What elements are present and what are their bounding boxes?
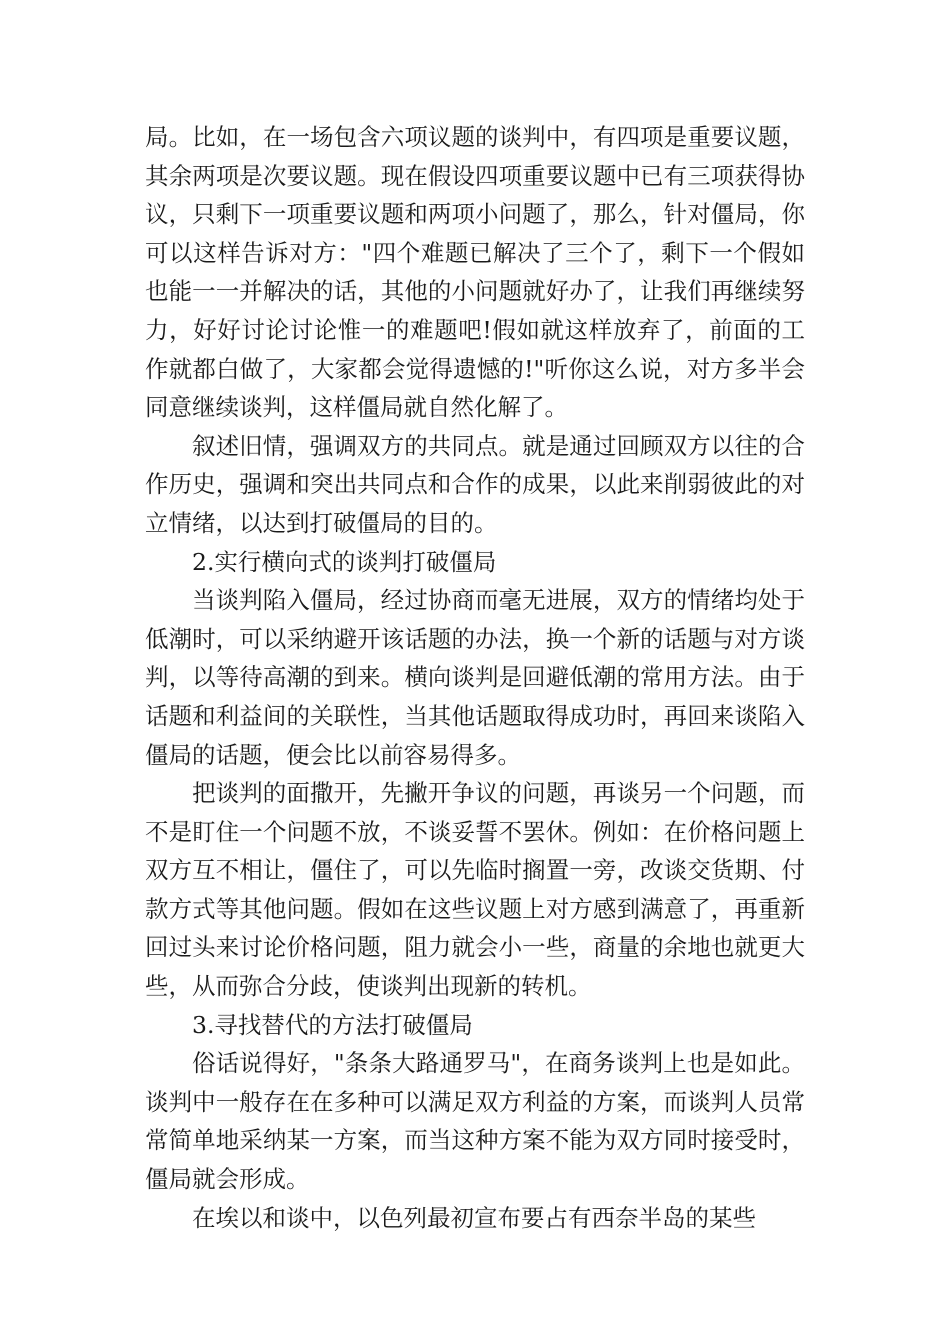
section-heading-horizontal-negotiation: 2.实行横向式的谈判打破僵局 [192,547,497,576]
paragraph-set-aside-issue: 把谈判的面撒开，先撇开争议的问题，再谈另一个问题，而不是盯住一个问题不放，不谈妥誓不罢休。例如：在价格问题上双方互不相让，僵住了，可以先临时搁置一旁，改谈交货期、付款方式等其他问题。假如在这些议题上对方感到满意了，再重新回过头来讨论价格问题，阻力就会小一些，商量的余地也就更大些，从而弥合分歧，使谈判出现新的转机。 [145,779,805,1001]
paragraph-egypt-israel-example: 在埃以和谈中，以色列最初宣布要占有西奈半岛的某些 [192,1203,756,1232]
paragraph-common-ground: 叙述旧情，强调双方的共同点。就是通过回顾双方以往的合作历史，强调和突出共同点和合作的成果，以此来削弱彼此的对立情绪，以达到打破僵局的目的。 [145,431,805,537]
paragraph-continuation: 局。比如，在一场包含六项议题的谈判中，有四项是重要议题，其余两项是次要议题。现在假设四项重要议题中已有三项获得协议，只剩下一项重要议题和两项小问题了，那么，针对僵局，你可以这样告诉对方："四个难题已解决了三个了，剩下一个假如也能一一并解决的话，其他的小问题就好办了，让我们再继续努力，好好讨论讨论惟一的难题吧!假如就这样放弃了，前面的工作就都白做了，大家都会觉得遗憾的!"听你这么说，对方多半会同意继续谈判，这样僵局就自然化解了。 [145,123,805,422]
paragraph-many-roads: 俗话说得好，"条条大路通罗马"，在商务谈判上也是如此。谈判中一般存在在多种可以满足双方利益的方案，而谈判人员常常简单地采纳某一方案，而当这种方案不能为双方同时接受时，僵局就会形成。 [145,1049,805,1194]
paragraph-horizontal-negotiation: 当谈判陷入僵局，经过协商而毫无进展，双方的情绪均处于低潮时，可以采纳避开该话题的办法，换一个新的话题与对方谈判，以等待高潮的到来。横向谈判是回避低潮的常用方法。由于话题和利益间的关联性，当其他话题取得成功时，再回来谈陷入僵局的话题，便会比以前容易得多。 [145,586,805,769]
section-heading-alternative-methods: 3.寻找替代的方法打破僵局 [192,1010,473,1039]
document-body [145,118,805,1237]
